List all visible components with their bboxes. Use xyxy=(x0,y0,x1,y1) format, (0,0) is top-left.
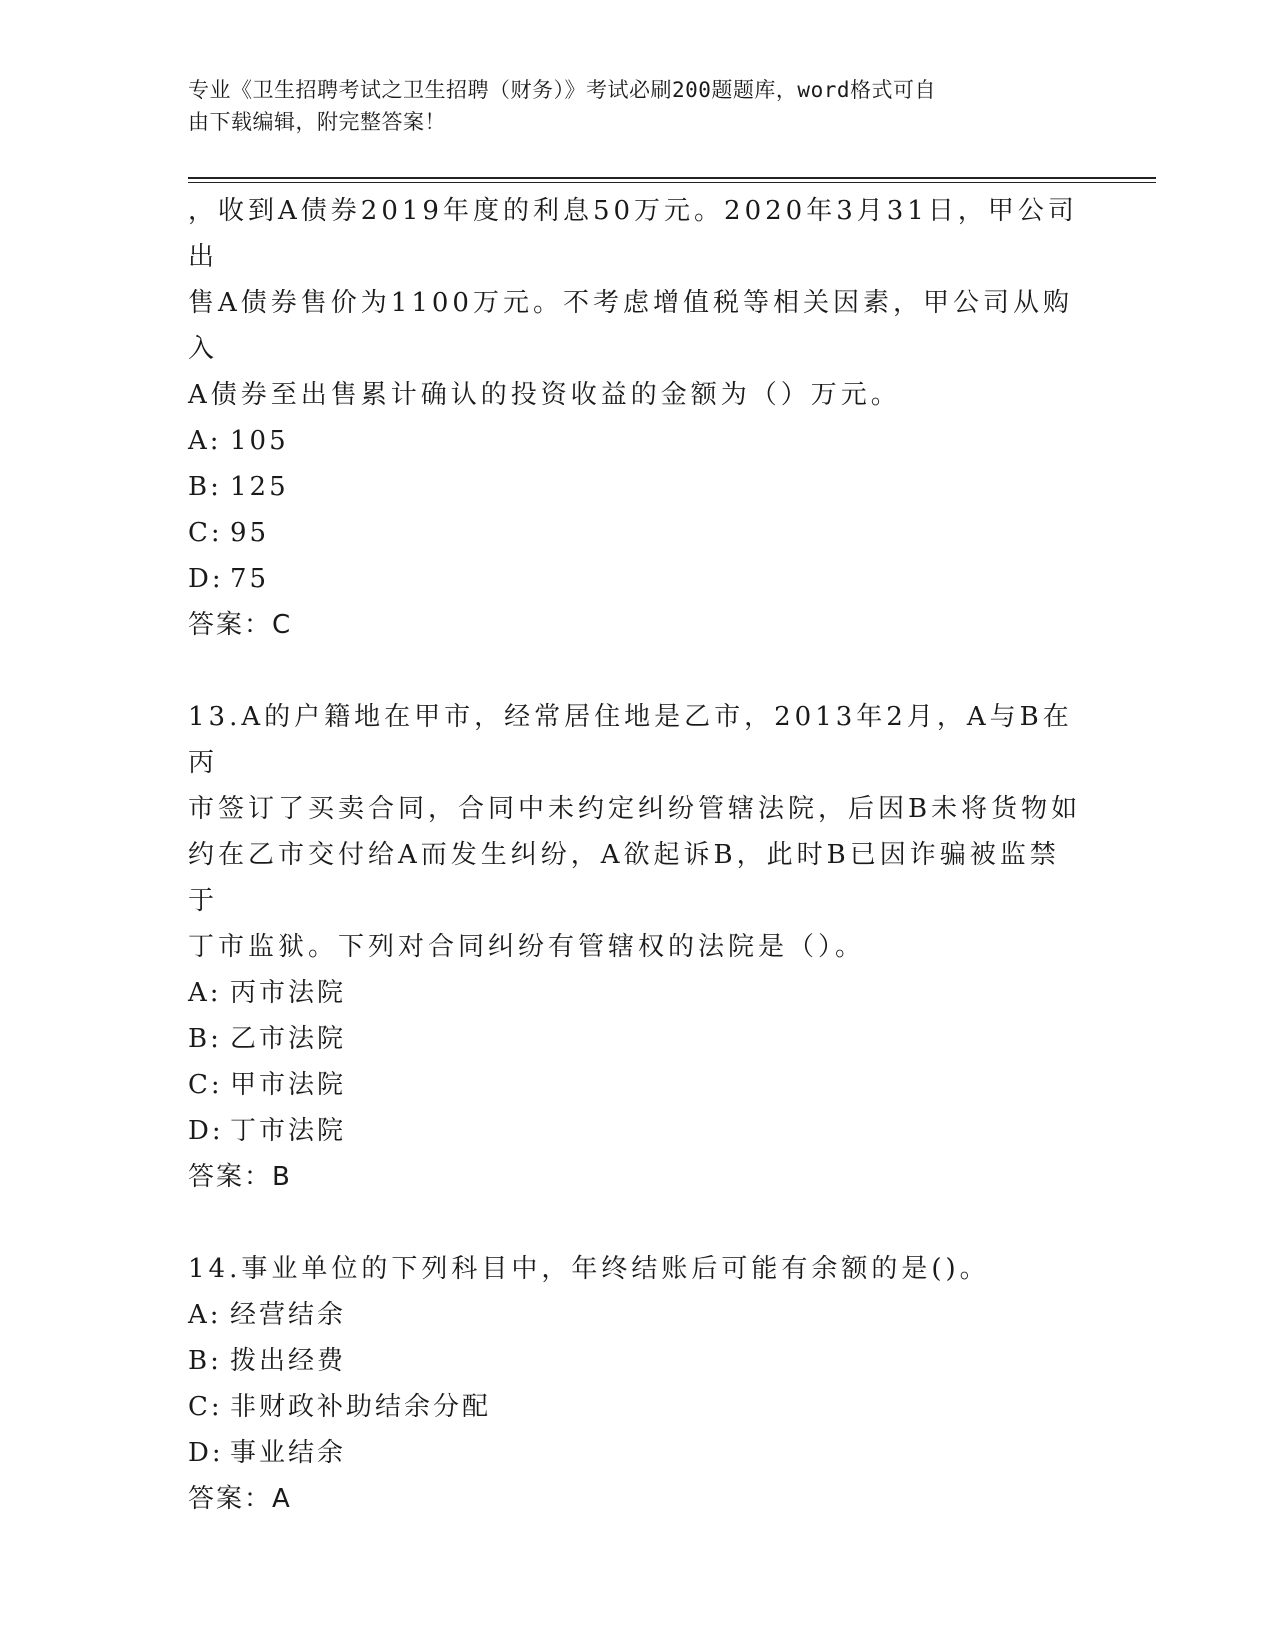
option-a xyxy=(188,418,1088,464)
option-list xyxy=(188,970,1088,1154)
header-line: 专业《卫生招聘考试之卫生招聘（财务）》考试必刷200题题库，word格式可自 xyxy=(188,78,936,102)
option-text: 丁市法院 xyxy=(230,1116,347,1146)
option-a xyxy=(188,1292,1088,1338)
header-line: 由下载编辑，附完整答案！ xyxy=(188,110,446,134)
option-text: 乙市法院 xyxy=(230,1024,347,1054)
option-text: 丙市法院 xyxy=(230,978,347,1008)
option-d xyxy=(188,1108,1088,1154)
question-list xyxy=(188,188,1088,1522)
option-key: C: xyxy=(188,1070,223,1100)
stem-line: 市签订了买卖合同，合同中未约定纠纷管辖法院，后因B未将货物如 xyxy=(188,794,1082,824)
stem-line: 约在乙市交付给A而发生纠纷，A欲起诉B，此时B已因诈骗被监禁于 xyxy=(188,840,1060,916)
option-b xyxy=(188,464,1088,510)
answer-line: 答案：B xyxy=(188,1162,292,1192)
option-text: 125 xyxy=(230,472,289,502)
option-key: D: xyxy=(188,564,224,594)
answer-line: 答案：C xyxy=(188,610,293,640)
document-header xyxy=(188,74,1078,138)
stem-line: ，收到A债券2019年度的利息50万元。2020年3月31日，甲公司出 xyxy=(188,196,1078,272)
option-key: A: xyxy=(188,1300,222,1330)
option-list xyxy=(188,418,1088,602)
option-c xyxy=(188,1384,1088,1430)
option-text: 非财政补助结余分配 xyxy=(230,1392,492,1422)
question-block xyxy=(188,188,1088,648)
stem-line: 13.A的户籍地在甲市，经常居住地是乙市，2013年2月，A与B在丙 xyxy=(188,702,1073,778)
option-text: 拨出经费 xyxy=(230,1346,347,1376)
header-divider-thin xyxy=(188,182,1156,183)
option-c xyxy=(188,510,1088,556)
stem-line: 售A债券售价为1100万元。不考虑增值税等相关因素，甲公司从购入 xyxy=(188,288,1073,364)
stem-line: A债券至出售累计确认的投资收益的金额为（）万元。 xyxy=(188,380,901,410)
question-block xyxy=(188,1246,1088,1522)
option-text: 事业结余 xyxy=(230,1438,347,1468)
option-key: A: xyxy=(188,426,222,456)
option-list xyxy=(188,1292,1088,1476)
option-key: B: xyxy=(188,1024,222,1054)
option-d xyxy=(188,556,1088,602)
option-key: C: xyxy=(188,518,223,548)
option-text: 75 xyxy=(230,564,270,594)
spacer xyxy=(188,648,1088,694)
answer-line: 答案：A xyxy=(188,1484,292,1514)
stem-line: 丁市监狱。下列对合同纠纷有管辖权的法院是（）。 xyxy=(188,932,866,962)
option-text: 105 xyxy=(230,426,289,456)
question-stem xyxy=(188,1246,1088,1292)
option-key: D: xyxy=(188,1116,224,1146)
option-text: 95 xyxy=(230,518,270,548)
option-key: C: xyxy=(188,1392,223,1422)
question-stem xyxy=(188,188,1088,418)
option-b xyxy=(188,1016,1088,1062)
option-key: D: xyxy=(188,1438,224,1468)
option-text: 经营结余 xyxy=(230,1300,347,1330)
option-key: A: xyxy=(188,978,222,1008)
option-d xyxy=(188,1430,1088,1476)
question-stem xyxy=(188,694,1088,970)
header-divider xyxy=(188,177,1156,179)
option-text: 甲市法院 xyxy=(230,1070,347,1100)
option-key: B: xyxy=(188,1346,222,1376)
option-c xyxy=(188,1062,1088,1108)
stem-line: 14.事业单位的下列科目中，年终结账后可能有余额的是()。 xyxy=(188,1254,990,1284)
option-key: B: xyxy=(188,472,222,502)
option-a xyxy=(188,970,1088,1016)
question-block xyxy=(188,694,1088,1200)
spacer xyxy=(188,1200,1088,1246)
option-b xyxy=(188,1338,1088,1384)
